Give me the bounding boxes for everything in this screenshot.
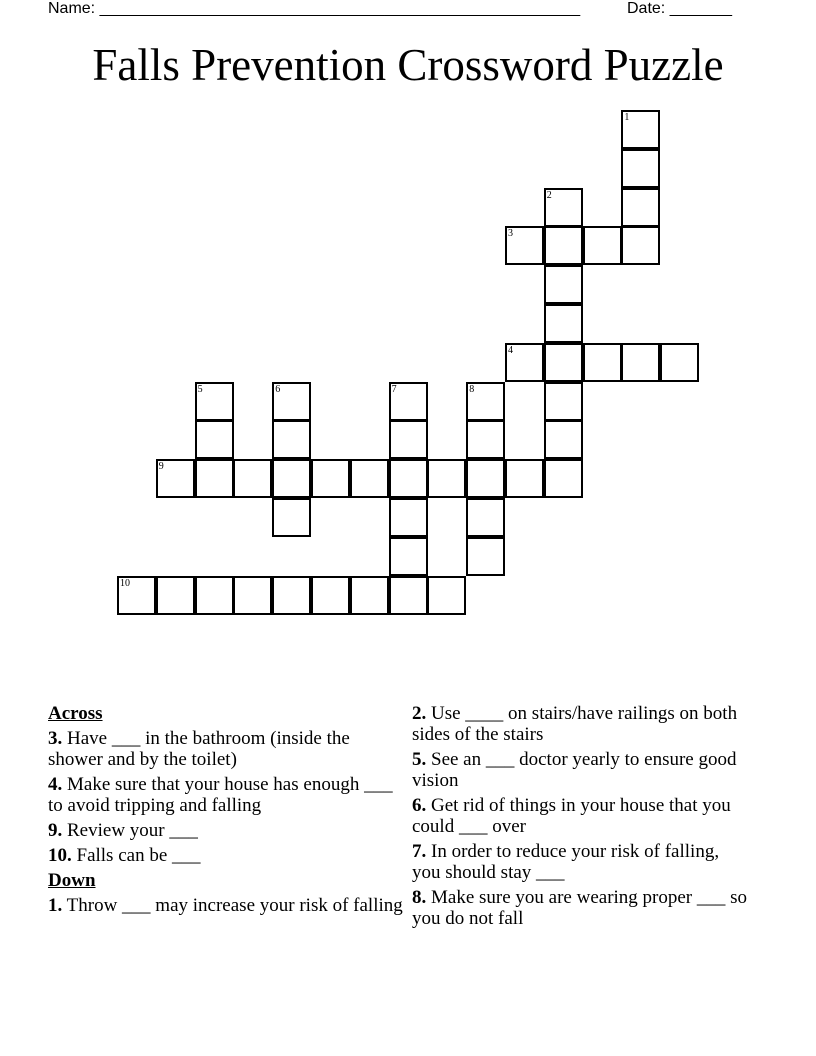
clue-number: 6. xyxy=(412,795,427,816)
crossword-cell[interactable] xyxy=(272,382,311,421)
cell-number: 6 xyxy=(275,383,281,395)
clue-down-6 xyxy=(412,795,752,837)
cell-number: 3 xyxy=(508,228,513,240)
crossword-cell[interactable] xyxy=(505,226,544,265)
crossword-cell[interactable] xyxy=(544,226,583,265)
page-title: Falls Prevention Crossword Puzzle xyxy=(92,40,724,90)
crossword-cell[interactable] xyxy=(156,459,195,498)
crossword-cell[interactable] xyxy=(544,459,583,498)
crossword-cell[interactable] xyxy=(195,382,234,421)
crossword-cell[interactable] xyxy=(544,343,583,382)
clues-right-column xyxy=(412,703,752,933)
crossword-cell[interactable] xyxy=(195,576,234,615)
crossword-cell[interactable] xyxy=(117,576,156,615)
cell-number: 9 xyxy=(158,461,164,473)
clue-down-7 xyxy=(412,841,752,883)
crossword-cell[interactable] xyxy=(233,459,272,498)
crossword-cell[interactable] xyxy=(350,459,389,498)
crossword-cell[interactable] xyxy=(621,149,660,188)
crossword-cell[interactable] xyxy=(621,226,660,265)
down-heading: Down xyxy=(48,870,96,891)
clue-number: 8. xyxy=(412,887,427,908)
clue-text: Throw ___ may increase your risk of falling xyxy=(62,895,403,916)
crossword-cell[interactable] xyxy=(311,459,350,498)
clue-down-5 xyxy=(412,749,752,791)
crossword-cell[interactable] xyxy=(272,498,311,537)
crossword-cell[interactable] xyxy=(195,420,234,459)
clue-number: 5. xyxy=(412,749,427,770)
crossword-cell[interactable] xyxy=(272,576,311,615)
clue-across-9 xyxy=(48,820,403,841)
clue-down-8 xyxy=(412,887,752,929)
crossword-cell[interactable] xyxy=(427,459,466,498)
cell-number: 8 xyxy=(469,383,475,395)
crossword-cell[interactable] xyxy=(544,188,583,227)
clue-text: In order to reduce your risk of falling, you should stay ___ xyxy=(412,841,720,883)
crossword-cell[interactable] xyxy=(621,188,660,227)
crossword-cell[interactable] xyxy=(389,537,428,576)
crossword-cell[interactable] xyxy=(544,304,583,343)
clue-text: Make sure that your house has enough ___ to avoid tripping and falling xyxy=(48,774,393,816)
clue-text: See an ___ doctor yearly to ensure good vision xyxy=(412,749,737,791)
cell-number: 2 xyxy=(546,189,552,201)
crossword-cell[interactable] xyxy=(466,459,505,498)
crossword-cell[interactable] xyxy=(505,343,544,382)
crossword-cell[interactable] xyxy=(466,498,505,537)
crossword-cell[interactable] xyxy=(621,110,660,149)
crossword-cell[interactable] xyxy=(311,576,350,615)
crossword-cell[interactable] xyxy=(466,420,505,459)
crossword-cell[interactable] xyxy=(544,420,583,459)
clue-across-10 xyxy=(48,845,403,866)
crossword-cell[interactable] xyxy=(466,537,505,576)
name-field-label: Name: ______________________________________________________ xyxy=(48,0,581,17)
clue-text: Falls can be ___ xyxy=(71,845,201,866)
clues-left-column xyxy=(48,703,403,920)
clue-text: Get rid of things in your house that you could ___ over xyxy=(412,795,731,837)
crossword-cell[interactable] xyxy=(505,459,544,498)
clue-text: Have ___ in the bathroom (inside the shower and by the toilet) xyxy=(48,728,350,770)
clue-text: Use ____ on stairs/have railings on both sides of the stairs xyxy=(412,703,738,745)
clue-down-1 xyxy=(48,895,403,916)
crossword-cell[interactable] xyxy=(272,459,311,498)
crossword-cell[interactable] xyxy=(389,382,428,421)
crossword-cell[interactable] xyxy=(544,382,583,421)
cell-number: 5 xyxy=(197,383,203,395)
crossword-cell[interactable] xyxy=(389,420,428,459)
cell-number: 7 xyxy=(391,383,397,395)
crossword-cell[interactable] xyxy=(427,576,466,615)
crossword-cell[interactable] xyxy=(156,576,195,615)
clue-number: 7. xyxy=(412,841,427,862)
clue-across-3 xyxy=(48,728,403,770)
clue-down-2 xyxy=(412,703,752,745)
crossword-cell[interactable] xyxy=(272,420,311,459)
crossword-cell[interactable] xyxy=(583,226,622,265)
clue-number: 3. xyxy=(48,728,63,749)
crossword-cell[interactable] xyxy=(389,459,428,498)
clue-text: Make sure you are wearing proper ___ so you do not fall xyxy=(412,887,748,929)
clue-text: Review your ___ xyxy=(62,820,198,841)
cell-number: 10 xyxy=(120,577,130,589)
clue-across-4 xyxy=(48,774,403,816)
crossword-cell[interactable] xyxy=(466,382,505,421)
crossword-cell[interactable] xyxy=(621,343,660,382)
crossword-cell[interactable] xyxy=(389,498,428,537)
date-field-label: Date: _______ xyxy=(627,0,732,17)
crossword-cell[interactable] xyxy=(233,576,272,615)
cell-number: 1 xyxy=(624,112,630,123)
clue-number: 10. xyxy=(48,845,72,866)
clue-number: 1. xyxy=(48,895,63,916)
clue-number: 4. xyxy=(48,774,63,795)
crossword-cell[interactable] xyxy=(660,343,699,382)
crossword-cell[interactable] xyxy=(544,265,583,304)
crossword-cell[interactable] xyxy=(389,576,428,615)
crossword-cell[interactable] xyxy=(195,459,234,498)
clue-number: 2. xyxy=(412,703,427,724)
across-heading: Across xyxy=(48,703,103,724)
clue-number: 9. xyxy=(48,820,63,841)
cell-number: 4 xyxy=(508,344,513,356)
crossword-cell[interactable] xyxy=(583,343,622,382)
crossword-cell[interactable] xyxy=(350,576,389,615)
